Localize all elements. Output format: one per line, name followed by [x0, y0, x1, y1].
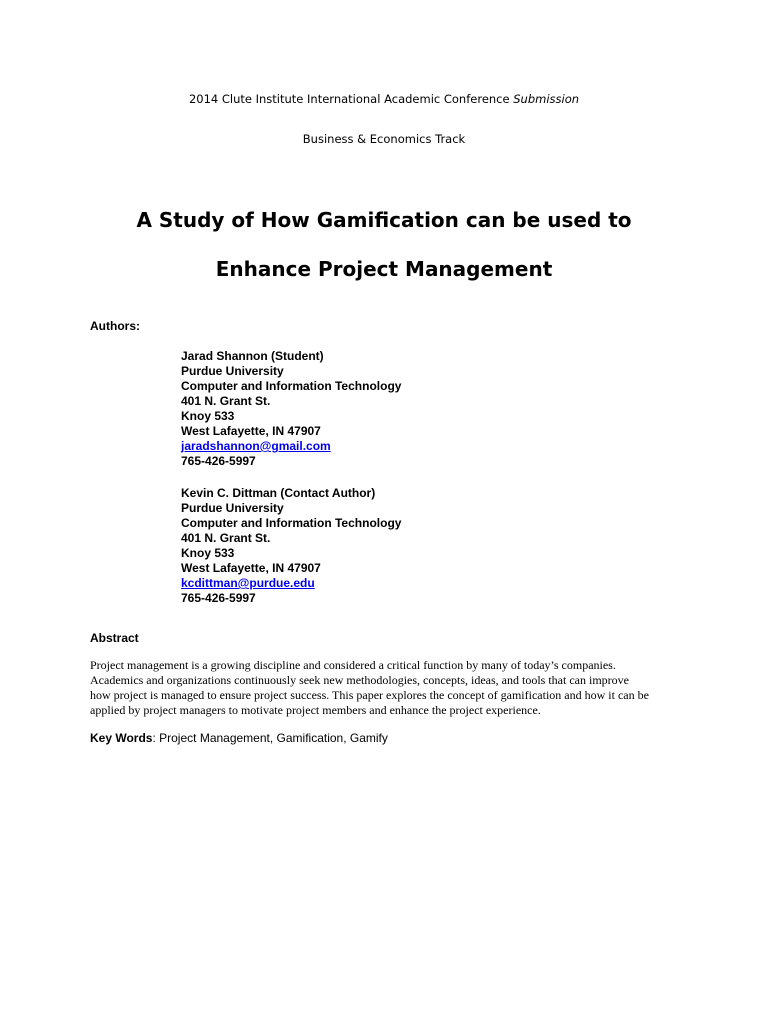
author-city: West Lafayette, IN 47907: [181, 561, 321, 575]
authors-heading: Authors:: [90, 319, 140, 333]
author-street: 401 N. Grant St.: [181, 531, 271, 545]
conference-name: 2014 Clute Institute International Academic Conference: [188, 92, 510, 106]
abstract-body: [90, 658, 690, 718]
abstract-line: applied by project managers to motivate project members and enhance the project experience.: [90, 703, 541, 717]
keywords-label: Key Words: [90, 731, 153, 745]
author-building: Knoy 533: [181, 546, 235, 560]
abstract-line: Academics and organizations continuously seek new methodologies, concepts, ideas, and tools that can improve: [90, 673, 629, 687]
author-university: Purdue University: [181, 501, 284, 515]
author-department: Computer and Information Technology: [181, 516, 402, 530]
keywords-text: : Project Management, Gamification, Gamify: [152, 731, 388, 745]
author-street: 401 N. Grant St.: [181, 394, 271, 408]
author-phone: 765-426-5997: [181, 591, 256, 605]
conference-submission: Submission: [513, 92, 580, 106]
author-email-link[interactable]: jaradshannon@gmail.com: [181, 439, 331, 453]
paper-title-line-1: A Study of How Gamification can be used to: [136, 208, 632, 232]
author-city: West Lafayette, IN 47907: [181, 424, 321, 438]
keywords-line: [90, 731, 388, 745]
author-name: Kevin C. Dittman (Contact Author): [181, 486, 376, 500]
abstract-line: how project is managed to ensure project success. This paper explores the concept of gamification and how it can be: [90, 688, 649, 702]
abstract-line: Project management is a growing discipline and considered a critical function by many of today’s companies.: [90, 658, 616, 672]
author-email-link[interactable]: kcdittman@purdue.edu: [181, 576, 315, 590]
paper-title-line-2: Enhance Project Management: [215, 257, 553, 281]
author-phone: 765-426-5997: [181, 454, 256, 468]
author-university: Purdue University: [181, 364, 284, 378]
author-building: Knoy 533: [181, 409, 235, 423]
author-block-1: [181, 349, 401, 469]
conference-line: [0, 92, 768, 106]
author-name: Jarad Shannon (Student): [181, 349, 324, 363]
author-department: Computer and Information Technology: [181, 379, 402, 393]
abstract-heading: Abstract: [90, 631, 139, 645]
track-line: Business & Economics Track: [302, 132, 466, 146]
author-block-2: [181, 486, 401, 606]
